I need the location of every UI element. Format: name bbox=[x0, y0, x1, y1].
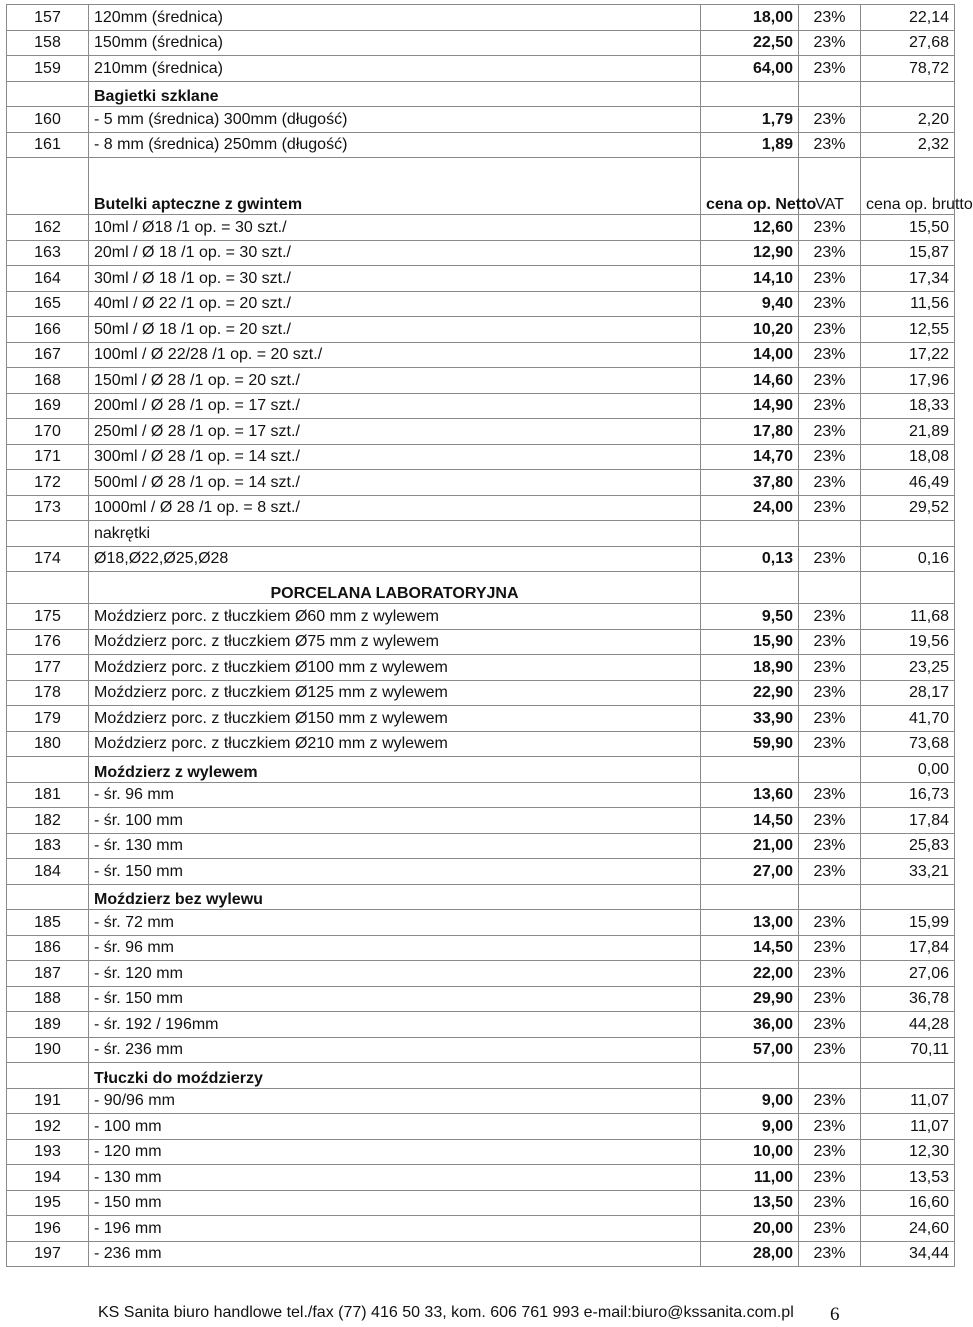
net-price: 12,60 bbox=[701, 215, 799, 241]
item-number: 189 bbox=[7, 1012, 89, 1038]
gross-price bbox=[861, 1063, 955, 1089]
net-price: 0,13 bbox=[701, 546, 799, 572]
gross-price: 17,84 bbox=[861, 935, 955, 961]
table-row bbox=[7, 706, 955, 732]
item-number: 190 bbox=[7, 1037, 89, 1063]
net-price: 64,00 bbox=[701, 56, 799, 82]
vat-rate: 23% bbox=[799, 393, 861, 419]
section-title: Moździerz bez wylewu bbox=[89, 884, 701, 910]
item-number: 178 bbox=[7, 680, 89, 706]
table-row bbox=[7, 680, 955, 706]
net-price: 18,00 bbox=[701, 5, 799, 31]
vat-rate: 23% bbox=[799, 1216, 861, 1242]
gross-price: 0,00 bbox=[861, 757, 955, 783]
vat-rate: 23% bbox=[799, 731, 861, 757]
gross-price: 17,22 bbox=[861, 342, 955, 368]
net-price: 13,60 bbox=[701, 782, 799, 808]
table-row bbox=[7, 986, 955, 1012]
table-row bbox=[7, 604, 955, 630]
gross-price: 22,14 bbox=[861, 5, 955, 31]
table-row bbox=[7, 495, 955, 521]
vat-rate: 23% bbox=[799, 808, 861, 834]
net-price: 22,00 bbox=[701, 961, 799, 987]
table-row bbox=[7, 266, 955, 292]
empty-cell bbox=[7, 1063, 89, 1089]
gross-price: 18,33 bbox=[861, 393, 955, 419]
vat-rate: 23% bbox=[799, 30, 861, 56]
gross-price: 28,17 bbox=[861, 680, 955, 706]
net-price: 37,80 bbox=[701, 470, 799, 496]
item-number: 176 bbox=[7, 629, 89, 655]
vat-rate: 23% bbox=[799, 706, 861, 732]
gross-price: 0,16 bbox=[861, 546, 955, 572]
gross-price: 27,68 bbox=[861, 30, 955, 56]
gross-price: 11,68 bbox=[861, 604, 955, 630]
empty-cell bbox=[7, 572, 89, 604]
item-number: 187 bbox=[7, 961, 89, 987]
item-description: 150mm (średnica) bbox=[89, 30, 701, 56]
vat-rate: 23% bbox=[799, 910, 861, 936]
section-title: Tłuczki do moździerzy bbox=[89, 1063, 701, 1089]
vat-rate: 23% bbox=[799, 291, 861, 317]
net-price: 14,90 bbox=[701, 393, 799, 419]
net-price: 24,00 bbox=[701, 495, 799, 521]
item-number: 174 bbox=[7, 546, 89, 572]
item-description: - 5 mm (średnica) 300mm (długość) bbox=[89, 107, 701, 133]
item-number: 196 bbox=[7, 1216, 89, 1242]
empty-cell bbox=[799, 884, 861, 910]
vat-rate: 23% bbox=[799, 782, 861, 808]
table-row bbox=[7, 655, 955, 681]
net-price: 9,50 bbox=[701, 604, 799, 630]
item-description: - śr. 96 mm bbox=[89, 782, 701, 808]
item-description: Moździerz porc. z tłuczkiem Ø100 mm z wylewem bbox=[89, 655, 701, 681]
net-price: 10,20 bbox=[701, 317, 799, 343]
gross-price: 34,44 bbox=[861, 1241, 955, 1267]
table-row bbox=[7, 342, 955, 368]
column-header-row bbox=[7, 158, 955, 215]
table-row bbox=[7, 935, 955, 961]
empty-cell bbox=[799, 757, 861, 783]
item-number: 168 bbox=[7, 368, 89, 394]
item-description: 40ml / Ø 22 /1 op. = 20 szt./ bbox=[89, 291, 701, 317]
item-description: 150ml / Ø 28 /1 op. = 20 szt./ bbox=[89, 368, 701, 394]
net-price: 29,90 bbox=[701, 986, 799, 1012]
item-description: - śr. 192 / 196mm bbox=[89, 1012, 701, 1038]
gross-price: 11,07 bbox=[861, 1088, 955, 1114]
section-row bbox=[7, 521, 955, 547]
table-row bbox=[7, 368, 955, 394]
gross-price: 70,11 bbox=[861, 1037, 955, 1063]
item-number: 166 bbox=[7, 317, 89, 343]
vat-rate: 23% bbox=[799, 132, 861, 158]
gross-price: 2,20 bbox=[861, 107, 955, 133]
item-description: 120mm (średnica) bbox=[89, 5, 701, 31]
empty-cell bbox=[799, 521, 861, 547]
table-row bbox=[7, 782, 955, 808]
item-number: 165 bbox=[7, 291, 89, 317]
item-description: - 130 mm bbox=[89, 1165, 701, 1191]
net-price: 14,50 bbox=[701, 935, 799, 961]
vat-rate: 23% bbox=[799, 1088, 861, 1114]
vat-rate: 23% bbox=[799, 107, 861, 133]
vat-rate: 23% bbox=[799, 5, 861, 31]
section-title: Butelki apteczne z gwintem bbox=[89, 158, 701, 215]
item-description: - 90/96 mm bbox=[89, 1088, 701, 1114]
table-row bbox=[7, 291, 955, 317]
net-price: 22,90 bbox=[701, 680, 799, 706]
item-description: 210mm (średnica) bbox=[89, 56, 701, 82]
empty-cell bbox=[701, 884, 799, 910]
table-row bbox=[7, 1114, 955, 1140]
net-price: 10,00 bbox=[701, 1139, 799, 1165]
item-description: 1000ml / Ø 28 /1 op. = 8 szt./ bbox=[89, 495, 701, 521]
vat-rate: 23% bbox=[799, 986, 861, 1012]
vat-rate: 23% bbox=[799, 604, 861, 630]
net-price-header: cena op. Netto bbox=[701, 158, 799, 215]
net-price: 1,89 bbox=[701, 132, 799, 158]
item-number: 193 bbox=[7, 1139, 89, 1165]
item-description: - 196 mm bbox=[89, 1216, 701, 1242]
gross-price: 11,07 bbox=[861, 1114, 955, 1140]
page-number: 6 bbox=[830, 1304, 840, 1325]
vat-rate: 23% bbox=[799, 1114, 861, 1140]
table-row bbox=[7, 393, 955, 419]
table-row bbox=[7, 419, 955, 445]
item-description: - 120 mm bbox=[89, 1139, 701, 1165]
empty-cell bbox=[701, 757, 799, 783]
gross-price: 25,83 bbox=[861, 833, 955, 859]
item-description: 50ml / Ø 18 /1 op. = 20 szt./ bbox=[89, 317, 701, 343]
gross-price: 21,89 bbox=[861, 419, 955, 445]
item-number: 194 bbox=[7, 1165, 89, 1191]
item-number: 177 bbox=[7, 655, 89, 681]
gross-price: 15,50 bbox=[861, 215, 955, 241]
table-row bbox=[7, 1216, 955, 1242]
table-row bbox=[7, 1241, 955, 1267]
net-price: 22,50 bbox=[701, 30, 799, 56]
gross-price: 73,68 bbox=[861, 731, 955, 757]
item-number: 157 bbox=[7, 5, 89, 31]
vat-rate: 23% bbox=[799, 629, 861, 655]
section-row bbox=[7, 1063, 955, 1089]
table-row bbox=[7, 833, 955, 859]
item-description: - 100 mm bbox=[89, 1114, 701, 1140]
vat-rate: 23% bbox=[799, 1190, 861, 1216]
gross-price: 78,72 bbox=[861, 56, 955, 82]
item-description: - śr. 100 mm bbox=[89, 808, 701, 834]
price-list-rows bbox=[7, 5, 973, 1267]
table-row bbox=[7, 444, 955, 470]
item-number: 158 bbox=[7, 30, 89, 56]
gross-price: 12,55 bbox=[861, 317, 955, 343]
item-description: - śr. 150 mm bbox=[89, 986, 701, 1012]
item-description: - śr. 150 mm bbox=[89, 859, 701, 885]
net-price: 14,10 bbox=[701, 266, 799, 292]
vat-rate: 23% bbox=[799, 1037, 861, 1063]
vat-rate: 23% bbox=[799, 56, 861, 82]
item-number: 159 bbox=[7, 56, 89, 82]
vat-rate: 23% bbox=[799, 1241, 861, 1267]
empty-cell bbox=[701, 521, 799, 547]
net-price: 14,50 bbox=[701, 808, 799, 834]
vat-rate: 23% bbox=[799, 215, 861, 241]
empty-cell bbox=[799, 81, 861, 107]
item-description: - śr. 120 mm bbox=[89, 961, 701, 987]
item-description: 100ml / Ø 22/28 /1 op. = 20 szt./ bbox=[89, 342, 701, 368]
table-row bbox=[7, 132, 955, 158]
table-row bbox=[7, 731, 955, 757]
item-number: 171 bbox=[7, 444, 89, 470]
vat-rate: 23% bbox=[799, 680, 861, 706]
empty-cell bbox=[701, 81, 799, 107]
item-number: 161 bbox=[7, 132, 89, 158]
gross-price: 17,34 bbox=[861, 266, 955, 292]
table-row bbox=[7, 1139, 955, 1165]
gross-price: 15,99 bbox=[861, 910, 955, 936]
net-price: 33,90 bbox=[701, 706, 799, 732]
section-row bbox=[7, 757, 955, 783]
net-price: 1,79 bbox=[701, 107, 799, 133]
net-price: 36,00 bbox=[701, 1012, 799, 1038]
item-description: Moździerz porc. z tłuczkiem Ø210 mm z wylewem bbox=[89, 731, 701, 757]
item-description: - 8 mm (średnica) 250mm (długość) bbox=[89, 132, 701, 158]
footer-contact: KS Sanita biuro handlowe tel./fax (77) 416 50 33, kom. 606 761 993 e-mail:biuro@kssanita.com.pl bbox=[98, 1304, 794, 1321]
net-price: 14,70 bbox=[701, 444, 799, 470]
category-header-row bbox=[7, 572, 955, 604]
item-description: - śr. 96 mm bbox=[89, 935, 701, 961]
net-price: 18,90 bbox=[701, 655, 799, 681]
item-number: 183 bbox=[7, 833, 89, 859]
gross-price: 36,78 bbox=[861, 986, 955, 1012]
gross-price: 33,21 bbox=[861, 859, 955, 885]
item-description: - śr. 130 mm bbox=[89, 833, 701, 859]
section-row bbox=[7, 884, 955, 910]
table-row bbox=[7, 56, 955, 82]
item-number: 185 bbox=[7, 910, 89, 936]
item-description: 10ml / Ø18 /1 op. = 30 szt./ bbox=[89, 215, 701, 241]
item-number: 186 bbox=[7, 935, 89, 961]
item-description: Moździerz porc. z tłuczkiem Ø125 mm z wylewem bbox=[89, 680, 701, 706]
net-price: 59,90 bbox=[701, 731, 799, 757]
net-price: 13,00 bbox=[701, 910, 799, 936]
empty-cell bbox=[799, 572, 861, 604]
net-price: 57,00 bbox=[701, 1037, 799, 1063]
net-price: 14,00 bbox=[701, 342, 799, 368]
item-description: 300ml / Ø 28 /1 op. = 14 szt./ bbox=[89, 444, 701, 470]
empty-cell bbox=[799, 1063, 861, 1089]
item-description: 500ml / Ø 28 /1 op. = 14 szt./ bbox=[89, 470, 701, 496]
table-row bbox=[7, 215, 955, 241]
section-title: nakrętki bbox=[89, 521, 701, 547]
vat-rate: 23% bbox=[799, 833, 861, 859]
item-number: 160 bbox=[7, 107, 89, 133]
net-price: 28,00 bbox=[701, 1241, 799, 1267]
vat-rate: 23% bbox=[799, 444, 861, 470]
item-description: 20ml / Ø 18 /1 op. = 30 szt./ bbox=[89, 240, 701, 266]
gross-price: 15,87 bbox=[861, 240, 955, 266]
gross-price: 46,49 bbox=[861, 470, 955, 496]
item-number: 180 bbox=[7, 731, 89, 757]
table-row bbox=[7, 240, 955, 266]
net-price: 17,80 bbox=[701, 419, 799, 445]
table-row bbox=[7, 961, 955, 987]
item-number: 184 bbox=[7, 859, 89, 885]
gross-price: 27,06 bbox=[861, 961, 955, 987]
item-number: 197 bbox=[7, 1241, 89, 1267]
net-price: 15,90 bbox=[701, 629, 799, 655]
net-price: 27,00 bbox=[701, 859, 799, 885]
section-title: Moździerz z wylewem bbox=[89, 757, 701, 783]
table-row bbox=[7, 546, 955, 572]
item-number: 188 bbox=[7, 986, 89, 1012]
vat-rate: 23% bbox=[799, 368, 861, 394]
item-number: 182 bbox=[7, 808, 89, 834]
item-description: - śr. 72 mm bbox=[89, 910, 701, 936]
item-description: Moździerz porc. z tłuczkiem Ø150 mm z wylewem bbox=[89, 706, 701, 732]
table-row bbox=[7, 629, 955, 655]
item-number: 172 bbox=[7, 470, 89, 496]
vat-rate: 23% bbox=[799, 342, 861, 368]
empty-cell bbox=[861, 572, 955, 604]
gross-price: 18,08 bbox=[861, 444, 955, 470]
table-row bbox=[7, 470, 955, 496]
item-number: 195 bbox=[7, 1190, 89, 1216]
item-number: 175 bbox=[7, 604, 89, 630]
item-number: 173 bbox=[7, 495, 89, 521]
item-number: 169 bbox=[7, 393, 89, 419]
net-price: 20,00 bbox=[701, 1216, 799, 1242]
vat-rate: 23% bbox=[799, 470, 861, 496]
section-title: Bagietki szklane bbox=[89, 81, 701, 107]
vat-rate: 23% bbox=[799, 1012, 861, 1038]
table-row bbox=[7, 910, 955, 936]
table-row bbox=[7, 1165, 955, 1191]
item-number: 192 bbox=[7, 1114, 89, 1140]
vat-rate: 23% bbox=[799, 935, 861, 961]
vat-rate: 23% bbox=[799, 655, 861, 681]
empty-cell bbox=[7, 884, 89, 910]
net-price: 11,00 bbox=[701, 1165, 799, 1191]
net-price: 9,00 bbox=[701, 1114, 799, 1140]
item-description: Moździerz porc. z tłuczkiem Ø75 mm z wylewem bbox=[89, 629, 701, 655]
item-description: - 236 mm bbox=[89, 1241, 701, 1267]
gross-price: 2,32 bbox=[861, 132, 955, 158]
vat-header: VAT bbox=[799, 158, 861, 215]
table-row bbox=[7, 808, 955, 834]
gross-price: 19,56 bbox=[861, 629, 955, 655]
gross-price: 29,52 bbox=[861, 495, 955, 521]
empty-cell bbox=[7, 158, 89, 215]
category-title: PORCELANA LABORATORYJNA bbox=[89, 572, 701, 604]
table-row bbox=[7, 859, 955, 885]
vat-rate: 23% bbox=[799, 1139, 861, 1165]
gross-price bbox=[861, 884, 955, 910]
empty-cell bbox=[701, 1063, 799, 1089]
item-description: - śr. 236 mm bbox=[89, 1037, 701, 1063]
gross-price bbox=[861, 521, 955, 547]
gross-price: 17,84 bbox=[861, 808, 955, 834]
item-description: 30ml / Ø 18 /1 op. = 30 szt./ bbox=[89, 266, 701, 292]
gross-price: 41,70 bbox=[861, 706, 955, 732]
vat-rate: 23% bbox=[799, 317, 861, 343]
item-description: Moździerz porc. z tłuczkiem Ø60 mm z wylewem bbox=[89, 604, 701, 630]
price-list-table bbox=[6, 4, 973, 1267]
gross-price: 12,30 bbox=[861, 1139, 955, 1165]
item-number: 191 bbox=[7, 1088, 89, 1114]
gross-price-header: cena op. brutto bbox=[861, 158, 955, 215]
net-price: 13,50 bbox=[701, 1190, 799, 1216]
gross-price bbox=[861, 81, 955, 107]
gross-price: 16,73 bbox=[861, 782, 955, 808]
table-row bbox=[7, 5, 955, 31]
item-description: 200ml / Ø 28 /1 op. = 17 szt./ bbox=[89, 393, 701, 419]
table-row bbox=[7, 1190, 955, 1216]
table-row bbox=[7, 30, 955, 56]
empty-cell bbox=[7, 521, 89, 547]
vat-rate: 23% bbox=[799, 1165, 861, 1191]
section-row bbox=[7, 81, 955, 107]
table-row bbox=[7, 1088, 955, 1114]
item-description: Ø18,Ø22,Ø25,Ø28 bbox=[89, 546, 701, 572]
empty-cell bbox=[7, 757, 89, 783]
net-price: 9,00 bbox=[701, 1088, 799, 1114]
vat-rate: 23% bbox=[799, 546, 861, 572]
vat-rate: 23% bbox=[799, 495, 861, 521]
vat-rate: 23% bbox=[799, 859, 861, 885]
item-number: 181 bbox=[7, 782, 89, 808]
gross-price: 23,25 bbox=[861, 655, 955, 681]
item-description: 250ml / Ø 28 /1 op. = 17 szt./ bbox=[89, 419, 701, 445]
item-number: 167 bbox=[7, 342, 89, 368]
empty-cell bbox=[7, 81, 89, 107]
gross-price: 17,96 bbox=[861, 368, 955, 394]
item-description: - 150 mm bbox=[89, 1190, 701, 1216]
gross-price: 24,60 bbox=[861, 1216, 955, 1242]
table-row bbox=[7, 317, 955, 343]
item-number: 163 bbox=[7, 240, 89, 266]
item-number: 179 bbox=[7, 706, 89, 732]
gross-price: 44,28 bbox=[861, 1012, 955, 1038]
vat-rate: 23% bbox=[799, 240, 861, 266]
gross-price: 11,56 bbox=[861, 291, 955, 317]
table-row bbox=[7, 1037, 955, 1063]
item-number: 164 bbox=[7, 266, 89, 292]
vat-rate: 23% bbox=[799, 961, 861, 987]
item-number: 162 bbox=[7, 215, 89, 241]
net-price: 14,60 bbox=[701, 368, 799, 394]
item-number: 170 bbox=[7, 419, 89, 445]
net-price: 9,40 bbox=[701, 291, 799, 317]
empty-cell bbox=[701, 572, 799, 604]
vat-rate: 23% bbox=[799, 266, 861, 292]
gross-price: 16,60 bbox=[861, 1190, 955, 1216]
net-price: 21,00 bbox=[701, 833, 799, 859]
net-price: 12,90 bbox=[701, 240, 799, 266]
gross-price: 13,53 bbox=[861, 1165, 955, 1191]
table-row bbox=[7, 107, 955, 133]
vat-rate: 23% bbox=[799, 419, 861, 445]
table-row bbox=[7, 1012, 955, 1038]
